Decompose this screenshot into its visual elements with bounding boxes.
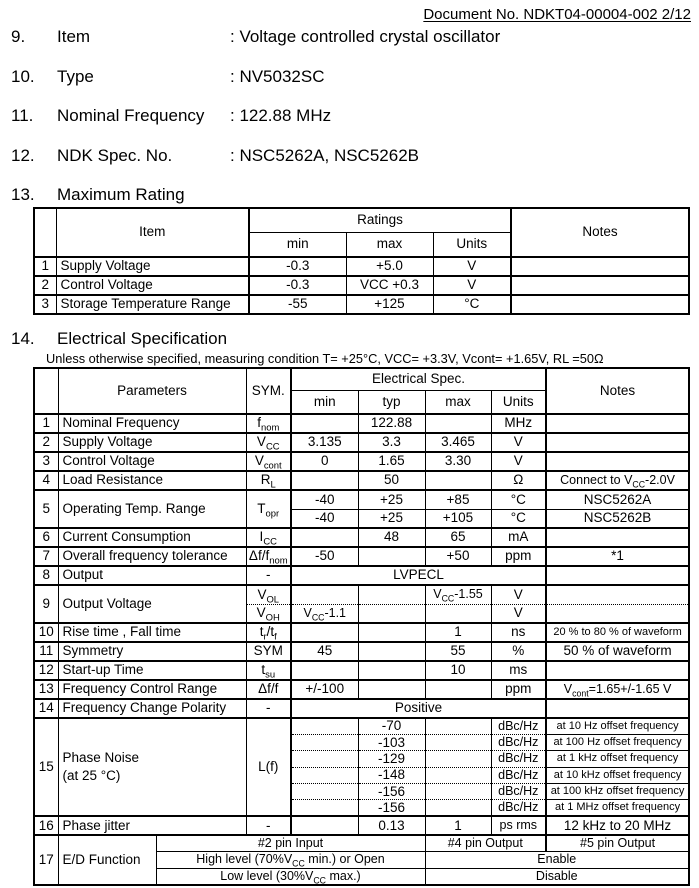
r6-notes: [546, 528, 689, 547]
r5a-notes: NSC5262A: [546, 490, 689, 509]
es-max-header: max: [425, 390, 491, 414]
r8-sym: -: [246, 566, 291, 585]
es-row-16: [34, 816, 689, 835]
r15-6-units: dBc/Hz: [491, 800, 546, 816]
r15-6-min: [291, 800, 358, 816]
r9b-max: [425, 604, 491, 623]
r12-max: 10: [425, 661, 491, 680]
es-notes-header: Notes: [546, 368, 689, 414]
item-9-value: : Voltage controlled crystal oscillator: [230, 27, 501, 46]
mr-row-3-notes: [511, 295, 689, 314]
es-parameters-header: Parameters: [58, 368, 246, 414]
es-corner-cell: [34, 368, 58, 414]
r17-high-level: High level ($70\%V_{CC}$ min.) or Open: [156, 852, 425, 868]
r15-2-notes: at 100 Hz offset frequency: [546, 734, 689, 750]
r12-sym: $t_{su}$: [246, 661, 291, 680]
r9b-notes: [546, 604, 689, 623]
mr-item-header: Item: [56, 208, 249, 257]
r3-sym: $V_{cont}$: [246, 452, 291, 471]
r15-1-max: [425, 718, 491, 734]
r17-out4-header: #4 pin Output: [425, 835, 546, 851]
r12-typ: [358, 661, 425, 680]
r5b-min: -40: [291, 509, 358, 528]
mr-row-3-max: +125: [346, 295, 433, 314]
r14-notes: [546, 699, 689, 718]
mr-header-row-1: [34, 208, 689, 232]
r7-units: ppm: [491, 547, 546, 566]
r17-low-level: Low level ($30\%V_{CC}$ max.): [156, 868, 425, 884]
item-10-label: Type: [57, 67, 94, 86]
r4-units: Ω: [491, 471, 546, 490]
mr-row-1-max: +5.0: [346, 257, 433, 276]
r15-5-min: [291, 784, 358, 800]
mr-row-2-notes: [511, 276, 689, 295]
item-9-label: Item: [57, 27, 91, 46]
r15-1-typ: -70: [358, 718, 425, 734]
mr-ratings-header: Ratings: [249, 208, 511, 232]
r15-4-min: [291, 767, 358, 783]
r2-param: Supply Voltage: [58, 433, 246, 452]
r11-min: 45: [291, 642, 358, 661]
r17-out5-header: #5 pin Output: [546, 835, 689, 851]
r17-low-result: Disable: [425, 868, 689, 884]
r2-max: 3.465: [425, 433, 491, 452]
item-11-label: Nominal Frequency: [57, 106, 205, 125]
r10-param: Rise time , Fall time: [58, 623, 246, 642]
r3-units: V: [491, 452, 546, 471]
es-row-9a: [34, 585, 689, 604]
r15-5-units: dBc/Hz: [491, 784, 546, 800]
r4-min: [291, 471, 358, 490]
r5-sym: $T_{opr}$: [246, 490, 291, 528]
r5a-max: +85: [425, 490, 491, 509]
es-units-header: Units: [491, 390, 546, 414]
item-11-value: : 122.88 MHz: [230, 106, 332, 125]
r3-max: 3.30: [425, 452, 491, 471]
r10-max: 1: [425, 623, 491, 642]
maximum-rating-table-wrap: [33, 207, 690, 315]
r8-value-span: LVPECL: [291, 566, 546, 585]
r7-sym: $\Delta f/f_{nom}$: [246, 547, 291, 566]
r2-notes: [546, 433, 689, 452]
es-row-5a: [34, 490, 689, 509]
r5b-typ: +25: [358, 509, 425, 528]
es-row-8: [34, 566, 689, 585]
r15-6-max: [425, 800, 491, 816]
r13-min: +/-100: [291, 680, 358, 699]
mr-max-header: max: [346, 232, 433, 257]
r1-typ: 122.88: [358, 414, 425, 433]
r5a-typ: +25: [358, 490, 425, 509]
r5b-max: +105: [425, 509, 491, 528]
r15-5-typ: -156: [358, 784, 425, 800]
r14-param: Frequency Change Polarity: [58, 699, 246, 718]
r13-notes: $V_{cont}=1.65+/-1.65$ V: [546, 680, 689, 699]
mr-row-2-max: VCC +0.3: [346, 276, 433, 295]
mr-row-1-no: 1: [34, 257, 56, 276]
item-10-value: : NV5032SC: [230, 67, 325, 86]
r2-typ: 3.3: [358, 433, 425, 452]
r7-min: -50: [291, 547, 358, 566]
r9b-typ: [358, 604, 425, 623]
item-10-number: 10.: [11, 67, 35, 86]
mr-row-2-units: V: [433, 276, 511, 295]
r4-max: [425, 471, 491, 490]
r3-min: 0: [291, 452, 358, 471]
r15-1-min: [291, 718, 358, 734]
r9b-units: V: [491, 604, 546, 623]
r5a-units: °C: [491, 490, 546, 509]
r3-notes: [546, 452, 689, 471]
r7-max: +50: [425, 547, 491, 566]
r15-3-notes: at 1 kHz offset frequency: [546, 751, 689, 767]
r8-no: 8: [34, 566, 58, 585]
es-row-1: [34, 414, 689, 433]
r6-min: [291, 528, 358, 547]
item-12: [11, 146, 419, 166]
es-row-7: [34, 547, 689, 566]
r10-no: 10: [34, 623, 58, 642]
r5b-units: °C: [491, 509, 546, 528]
r6-no: 6: [34, 528, 58, 547]
r15-6-typ: -156: [358, 800, 425, 816]
r13-typ: [358, 680, 425, 699]
r6-typ: 48: [358, 528, 425, 547]
r15-param-line2: (at 25 °C): [62, 768, 121, 784]
es-row-14: [34, 699, 689, 718]
r6-max: 65: [425, 528, 491, 547]
es-row-11: [34, 642, 689, 661]
r1-max: [425, 414, 491, 433]
r11-param: Symmetry: [58, 642, 246, 661]
mr-row-1-min: -0.3: [249, 257, 346, 276]
r16-param: Phase jitter: [58, 816, 246, 835]
section-14-heading: [11, 329, 227, 349]
r15-1-notes: at 10 Hz offset frequency: [546, 718, 689, 734]
r9-param: Output Voltage: [58, 585, 246, 623]
r9a-notes: [546, 585, 689, 604]
r11-no: 11: [34, 642, 58, 661]
es-row-3: [34, 452, 689, 471]
r7-param: Overall frequency tolerance: [58, 547, 246, 566]
r15-5-notes: at 100 kHz offset frequency: [546, 784, 689, 800]
r15-4-max: [425, 767, 491, 783]
mr-row-3-min: -55: [249, 295, 346, 314]
r6-sym: $I_{CC}$: [246, 528, 291, 547]
r1-param: Nominal Frequency: [58, 414, 246, 433]
mr-row-3-item: Storage Temperature Range: [56, 295, 249, 314]
r17-param: E/D Function: [58, 835, 156, 884]
r10-notes: 20 % to 80 % of waveform: [546, 623, 689, 642]
es-row-17a: [34, 835, 689, 851]
r15-no: 15: [34, 718, 58, 816]
r4-typ: 50: [358, 471, 425, 490]
mr-row-1: [34, 257, 689, 276]
mr-row-3-units: °C: [433, 295, 511, 314]
r11-sym: SYM: [246, 642, 291, 661]
es-sym-header: SYM.: [246, 368, 291, 414]
r16-typ: 0.13: [358, 816, 425, 835]
electrical-spec-table-wrap: [33, 367, 690, 886]
r13-units: ppm: [491, 680, 546, 699]
mr-row-1-item: Supply Voltage: [56, 257, 249, 276]
r14-value-span: Positive: [291, 699, 546, 718]
r6-param: Current Consumption: [58, 528, 246, 547]
section-13-title: Maximum Rating: [57, 185, 185, 204]
r15-3-typ: -129: [358, 751, 425, 767]
r15-param-line1: Phase Noise: [62, 749, 140, 765]
section-14-title: Electrical Specification: [57, 329, 228, 348]
r15-2-typ: -103: [358, 734, 425, 750]
r5a-min: -40: [291, 490, 358, 509]
r13-sym: Δf/f: [246, 680, 291, 699]
item-12-label: NDK Spec. No.: [57, 146, 173, 165]
r14-no: 14: [34, 699, 58, 718]
r5-param: Operating Temp. Range: [58, 490, 246, 528]
r10-sym: $t_r/t_f$: [246, 623, 291, 642]
item-12-value: : NSC5262A, NSC5262B: [230, 146, 419, 165]
r9a-min: [291, 585, 358, 604]
r1-sym: $f_{nom}$: [246, 414, 291, 433]
r2-no: 2: [34, 433, 58, 452]
r16-notes: 12 kHz to 20 MHz: [546, 816, 689, 835]
r4-sym: $R_L$: [246, 471, 291, 490]
r17-high-result: Enable: [425, 852, 689, 868]
r8-param: Output: [58, 566, 246, 585]
section-13-heading: [11, 185, 185, 205]
r4-param: Load Resistance: [58, 471, 246, 490]
r11-units: %: [491, 642, 546, 661]
r1-no: 1: [34, 414, 58, 433]
es-espec-header: Electrical Spec.: [291, 368, 546, 390]
r5-no: 5: [34, 490, 58, 528]
r4-notes: Connect to $V_{CC}-2.0V$: [546, 471, 689, 490]
r2-min: 3.135: [291, 433, 358, 452]
r16-min: [291, 816, 358, 835]
es-typ-header: typ: [358, 390, 425, 414]
r9a-max: $V_{CC}-1.55$: [425, 585, 491, 604]
r9b-sym: $V_{OH}$: [246, 604, 291, 623]
r9-no: 9: [34, 585, 58, 623]
es-row-15-1: [34, 718, 689, 734]
item-12-number: 12.: [11, 146, 35, 165]
r12-min: [291, 661, 358, 680]
mr-row-2-min: -0.3: [249, 276, 346, 295]
es-row-12: [34, 661, 689, 680]
r7-notes: *1: [546, 547, 689, 566]
es-row-10: [34, 623, 689, 642]
mr-row-1-units: V: [433, 257, 511, 276]
es-row-4: [34, 471, 689, 490]
mr-notes-header: Notes: [511, 208, 689, 257]
r1-units: MHz: [491, 414, 546, 433]
r15-4-typ: -148: [358, 767, 425, 783]
r15-2-units: dBc/Hz: [491, 734, 546, 750]
r3-no: 3: [34, 452, 58, 471]
section-14-number: 14.: [11, 329, 35, 348]
r3-param: Control Voltage: [58, 452, 246, 471]
r9a-typ: [358, 585, 425, 604]
r16-max: 1: [425, 816, 491, 835]
mr-row-3: [34, 295, 689, 314]
r16-units: ps rms: [491, 816, 546, 835]
es-min-header: min: [291, 390, 358, 414]
r5b-notes: NSC5262B: [546, 509, 689, 528]
r1-notes: [546, 414, 689, 433]
r10-units: ns: [491, 623, 546, 642]
r13-max: [425, 680, 491, 699]
r15-3-min: [291, 751, 358, 767]
r11-max: 55: [425, 642, 491, 661]
r11-notes: 50 % of waveform: [546, 642, 689, 661]
r17-input-header: #2 pin Input: [156, 835, 425, 851]
r9b-min: $V_{CC}-1.1$: [291, 604, 358, 623]
item-11-number: 11.: [11, 106, 34, 125]
r12-param: Start-up Time: [58, 661, 246, 680]
r9a-units: V: [491, 585, 546, 604]
r7-no: 7: [34, 547, 58, 566]
es-row-2: [34, 433, 689, 452]
mr-row-2-no: 2: [34, 276, 56, 295]
measuring-condition: Unless otherwise specified, measuring condition T= +25°C, VCC= +3.3V, Vcont= +1.65V, RL =50Ω: [46, 351, 604, 366]
item-9: [11, 27, 500, 47]
mr-row-2: [34, 276, 689, 295]
r12-no: 12: [34, 661, 58, 680]
mr-min-header: min: [249, 232, 346, 257]
r9a-sym: $V_{OL}$: [246, 585, 291, 604]
es-header-row-1: [34, 368, 689, 390]
r11-typ: [358, 642, 425, 661]
r1-min: [291, 414, 358, 433]
r16-sym: -: [246, 816, 291, 835]
r15-2-min: [291, 734, 358, 750]
r10-min: [291, 623, 358, 642]
r15-3-max: [425, 751, 491, 767]
r15-4-notes: at 10 kHz offset frequency: [546, 767, 689, 783]
r2-units: V: [491, 433, 546, 452]
r2-sym: $V_{CC}$: [246, 433, 291, 452]
section-13-number: 13.: [11, 185, 35, 204]
es-row-13: [34, 680, 689, 699]
r3-typ: 1.65: [358, 452, 425, 471]
r12-units: ms: [491, 661, 546, 680]
r15-2-max: [425, 734, 491, 750]
r16-no: 16: [34, 816, 58, 835]
r15-3-units: dBc/Hz: [491, 751, 546, 767]
r17-no: 17: [34, 835, 58, 884]
item-10: [11, 67, 325, 87]
r6-units: mA: [491, 528, 546, 547]
r13-param: Frequency Control Range: [58, 680, 246, 699]
mr-row-3-no: 3: [34, 295, 56, 314]
r14-sym: -: [246, 699, 291, 718]
r8-notes: [546, 566, 689, 585]
item-11: [11, 106, 331, 126]
mr-units-header: Units: [433, 232, 511, 257]
r15-sym: L(f): [246, 718, 291, 816]
r15-6-notes: at 1 MHz offset frequency: [546, 800, 689, 816]
r13-no: 13: [34, 680, 58, 699]
item-9-number: 9.: [11, 27, 26, 46]
r15-param: [58, 718, 246, 816]
r15-4-units: dBc/Hz: [491, 767, 546, 783]
r12-notes: [546, 661, 689, 680]
r10-typ: [358, 623, 425, 642]
r7-typ: [358, 547, 425, 566]
r15-1-units: dBc/Hz: [491, 718, 546, 734]
document-number: Document No. NDKT04-00004-002 2/12: [423, 6, 691, 23]
electrical-spec-table: [33, 367, 690, 886]
r4-no: 4: [34, 471, 58, 490]
mr-row-1-notes: [511, 257, 689, 276]
mr-corner-cell: [34, 208, 56, 257]
r15-5-max: [425, 784, 491, 800]
maximum-rating-table: [33, 207, 690, 315]
mr-row-2-item: Control Voltage: [56, 276, 249, 295]
es-row-6: [34, 528, 689, 547]
